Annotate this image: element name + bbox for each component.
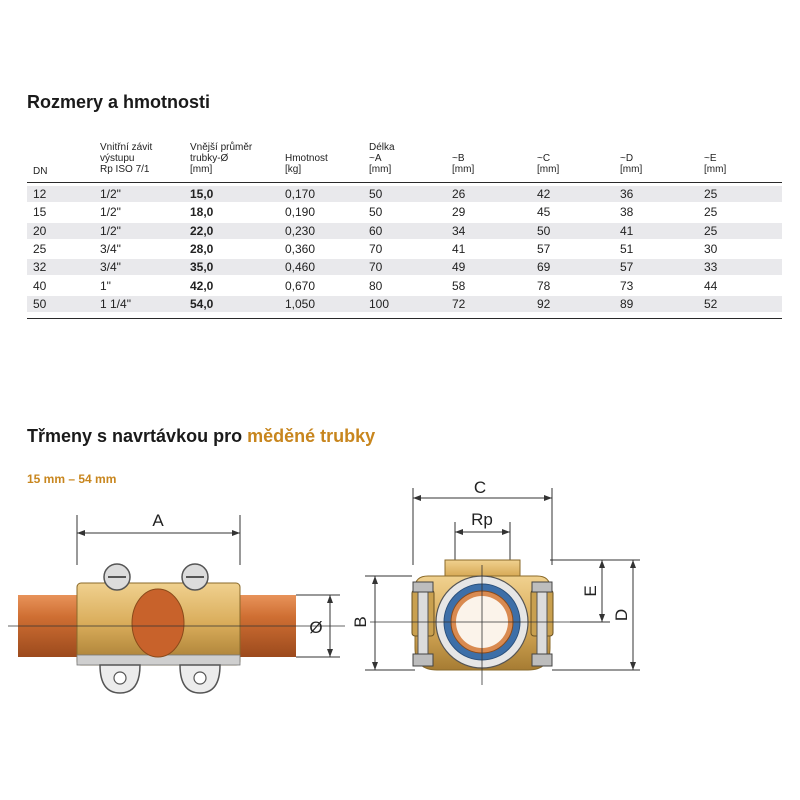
cell-e: 25 xyxy=(704,187,718,201)
section-title-dimensions: Rozmery a hmotnosti xyxy=(27,92,211,112)
cell-outer-diameter: 28,0 xyxy=(190,241,214,256)
cell-b: 49 xyxy=(452,260,466,275)
cell-outer-diameter: 42,0 xyxy=(190,278,214,293)
header-d: ~D [mm] xyxy=(620,153,643,175)
cell-c: 78 xyxy=(537,278,551,293)
cell-weight: 0,460 xyxy=(285,260,316,275)
cell-thread: 1 1/4" xyxy=(100,296,131,311)
cell-dn: 40 xyxy=(33,278,47,293)
cell-b: 41 xyxy=(452,241,466,256)
header-dn: DN xyxy=(33,166,48,177)
cell-thread: 1/2" xyxy=(100,187,121,201)
cell-d: 51 xyxy=(620,241,634,256)
cell-dn: 12 xyxy=(33,187,47,201)
cell-weight: 0,230 xyxy=(285,223,316,238)
cell-outer-diameter: 22,0 xyxy=(190,223,214,238)
title-accent: měděné trubky xyxy=(247,426,376,446)
cell-e: 44 xyxy=(704,278,718,293)
cell-c: 57 xyxy=(537,241,551,256)
outlet-opening xyxy=(132,589,184,657)
label-a: A xyxy=(152,511,164,530)
cell-c: 50 xyxy=(537,223,551,238)
cell-outer-diameter: 35,0 xyxy=(190,260,214,275)
table-row xyxy=(27,186,782,202)
cell-length-a: 70 xyxy=(369,241,383,256)
cell-b: 26 xyxy=(452,187,466,201)
header-e: ~E [mm] xyxy=(704,153,727,175)
table-row xyxy=(27,204,782,220)
label-diameter: Ø xyxy=(309,618,323,637)
cell-d: 38 xyxy=(620,205,634,220)
cell-outer-diameter: 18,0 xyxy=(190,205,214,220)
table-row xyxy=(27,296,782,312)
size-range: 15 mm – 54 mm xyxy=(27,472,117,486)
cell-c: 69 xyxy=(537,260,551,275)
cell-dn: 20 xyxy=(33,223,47,238)
cell-d: 73 xyxy=(620,278,634,293)
cell-d: 36 xyxy=(620,187,634,201)
label-b: B xyxy=(351,616,370,628)
cell-b: 34 xyxy=(452,223,466,238)
label-e: E xyxy=(581,585,600,597)
dimensions-table xyxy=(27,182,782,319)
cell-thread: 3/4" xyxy=(100,260,121,275)
table-row xyxy=(27,223,782,239)
table-row xyxy=(27,278,782,294)
cell-dn: 25 xyxy=(33,241,47,256)
cell-dn: 50 xyxy=(33,296,47,311)
cell-dn: 32 xyxy=(33,260,47,275)
cell-b: 29 xyxy=(452,205,466,220)
cell-length-a: 80 xyxy=(369,278,383,293)
cell-c: 92 xyxy=(537,296,551,311)
cell-e: 52 xyxy=(704,296,718,311)
cell-e: 25 xyxy=(704,223,718,238)
label-rp: Rp xyxy=(471,510,493,529)
cell-d: 89 xyxy=(620,296,634,311)
cell-length-a: 100 xyxy=(369,296,390,311)
header-weight: Hmotnost [kg] xyxy=(285,153,328,175)
title-main: Třmeny s navrtávkou pro xyxy=(27,426,248,446)
cell-e: 33 xyxy=(704,260,718,275)
cell-thread: 1" xyxy=(100,278,111,293)
side-view-diagram xyxy=(0,495,345,715)
cell-length-a: 50 xyxy=(369,205,383,220)
header-outer-diameter: Vnější průměr trubky-Ø [mm] xyxy=(190,142,253,175)
cell-e: 25 xyxy=(704,205,718,220)
label-c: C xyxy=(473,478,487,497)
cell-b: 72 xyxy=(452,296,466,311)
cell-e: 30 xyxy=(704,241,718,256)
cell-weight: 0,170 xyxy=(285,187,316,201)
cell-weight: 0,190 xyxy=(285,205,316,220)
bolt-left xyxy=(418,582,428,656)
cell-c: 42 xyxy=(537,187,551,201)
cell-length-a: 60 xyxy=(369,223,383,238)
header-thread: Vnitřní závit výstupu Rp ISO 7/1 xyxy=(100,142,153,175)
table-row xyxy=(27,259,782,275)
cell-d: 41 xyxy=(620,223,634,238)
header-c: ~C [mm] xyxy=(537,153,560,175)
cell-outer-diameter: 15,0 xyxy=(190,187,214,201)
section-title-clamps xyxy=(27,426,375,447)
header-b: ~B [mm] xyxy=(452,153,475,175)
cell-length-a: 70 xyxy=(369,260,383,275)
cell-b: 58 xyxy=(452,278,466,293)
cell-weight: 0,360 xyxy=(285,241,316,256)
bolt-right xyxy=(537,582,547,656)
cell-thread: 3/4" xyxy=(100,241,121,256)
cell-thread: 1/2" xyxy=(100,223,121,238)
cell-d: 57 xyxy=(620,260,634,275)
front-view-diagram xyxy=(340,470,645,700)
header-length-a: Délka ~A [mm] xyxy=(369,142,395,175)
cell-c: 45 xyxy=(537,205,551,220)
label-d: D xyxy=(612,608,631,622)
cell-weight: 1,050 xyxy=(285,296,316,311)
cell-outer-diameter: 54,0 xyxy=(190,296,214,311)
cell-thread: 1/2" xyxy=(100,205,121,220)
cell-length-a: 50 xyxy=(369,187,383,201)
cell-dn: 15 xyxy=(33,205,47,220)
cell-weight: 0,670 xyxy=(285,278,316,293)
table-header xyxy=(0,138,800,182)
table-row xyxy=(27,241,782,257)
